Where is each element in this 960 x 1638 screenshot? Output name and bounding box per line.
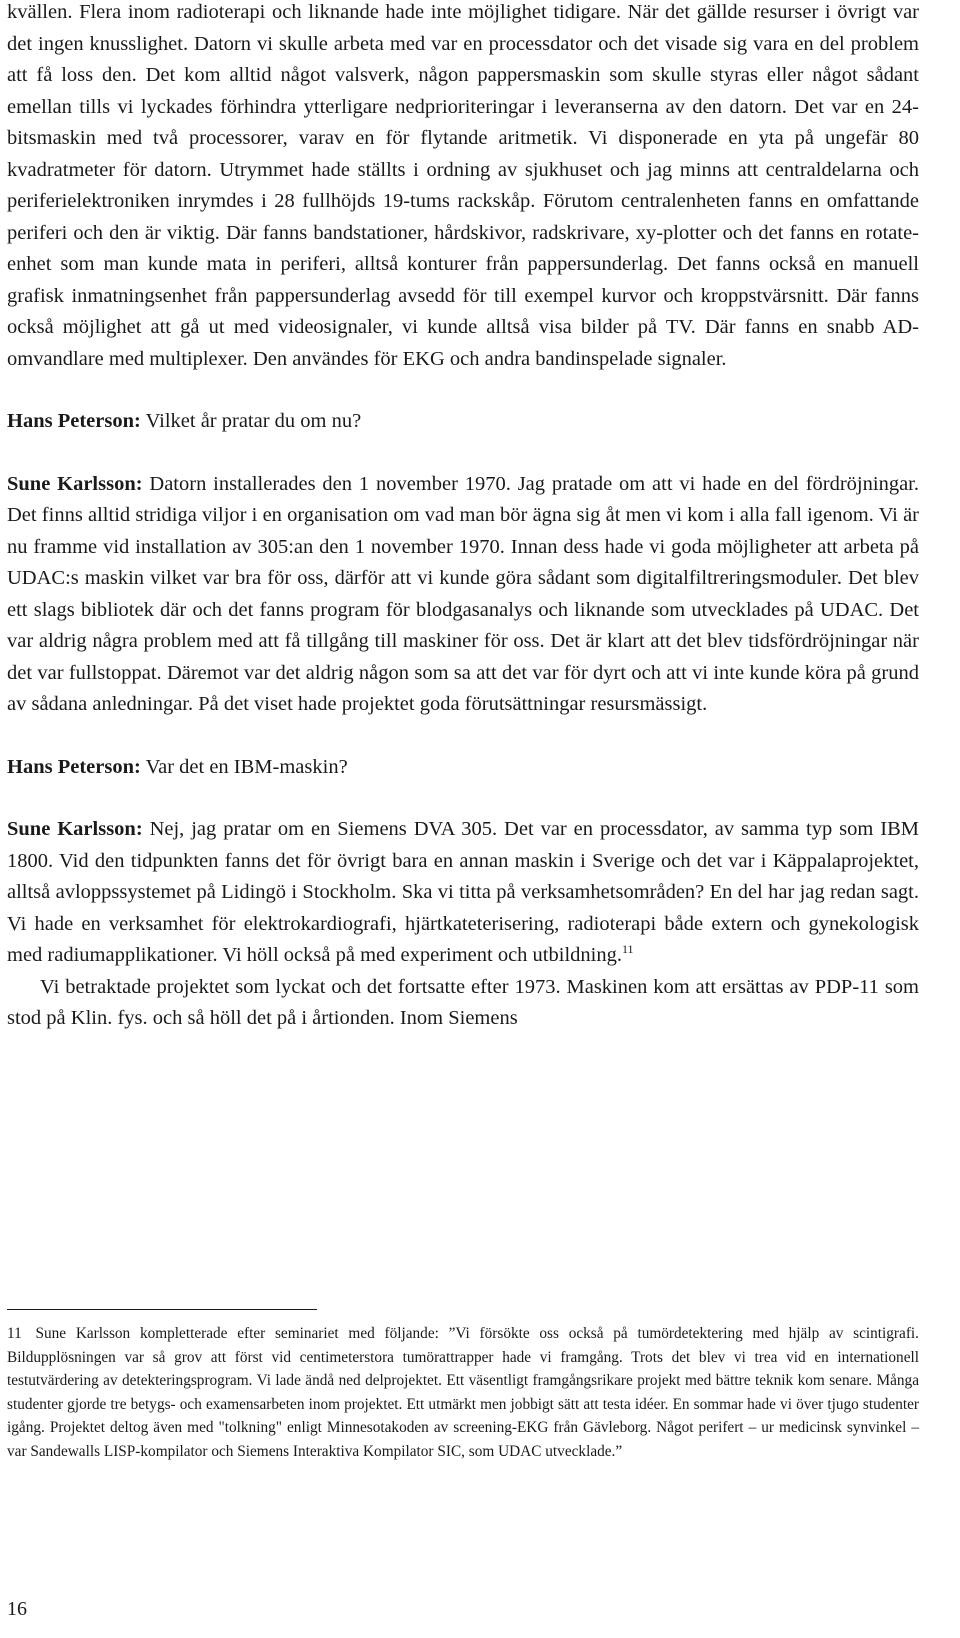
footnote-divider bbox=[7, 1309, 317, 1310]
exchange-paragraph bbox=[7, 814, 919, 972]
speaker-text: Nej, jag pratar om en Siemens DVA 305. Det var en processdator, av samma typ som IBM 1800. Vid den tidpunkten fanns det för övrigt bara en annan maskin i Sverige och det var i Käppalaprojektet, alltså avloppssystemet på Lidingö i Stockholm. Ska vi titta på verksamhetsområden? En del har jag redan sagt. Vi hade en verksamhet för elektrokardiografi, hjärtkateterisering, radioterapi både extern och gynekologisk med radiumapplikationer. Vi höll också på med experiment och utbildning. bbox=[7, 818, 919, 966]
footnote-text: Sune Karlsson kompletterade efter seminariet med följande: ”Vi försökte oss också på tumördetektering med hjälp av scintigrafi. Bildupplösningen var så grov att först vid centimeterstora tumörattrapper hade vi framgång. Trots det blev vi trea vid en internationell testutvärdering av detekteringsprogram. Vi lade ändå ned delprojektet. Ett väsentligt framgångsrikare projekt med bättre teknik kom senare. Många studenter gjorde tre betygs- och examensarbeten inom projektet. Ett utmärkt men jobbigt sätt att testa idéer. En sommar hade vi över tjugo studenter igång. Projektet deltog även med "tolkning" enligt Minnesotakoden av screening-EKG från Gävleborg. Något perifert – ur medicinsk synvinkel – var Sandewalls LISP-kompilator och Siemens Interaktiva Kompilator SIC, som UDAC utvecklade.” bbox=[7, 1325, 919, 1460]
speaker-text: Datorn installerades den 1 november 1970. Jag pratade om att vi hade en del fördröjningar. Det finns alltid stridiga viljor i en organisation om vad man bör ägna sig åt men vi kom i alla fall igenom. Vi är nu framme vid installation av 305:an den 1 november 1970. Innan dess hade vi goda möjligheter att arbeta på UDAC:s maskin vilket var bra för oss, därför att vi kunde göra sådant som digitalfiltreringsmoduler. Det blev ett slags bibliotek där och det fanns program för blodgasanalys och liknande som utvecklades på UDAC. Det var aldrig några problem med att få tillgång till maskiner för oss. Det är klart att det blev tidsfördröjningar när det var fullstoppat. Däremot var det aldrig någon som sa att det var för dyrt och att vi inte kunde köra på grund av sådana anledningar. På det viset hade projektet goda förutsättningar resursmässigt. bbox=[7, 472, 919, 715]
footnote bbox=[7, 1322, 919, 1464]
speaker-name: Hans Peterson: bbox=[7, 410, 141, 432]
intro-paragraph: kvällen. Flera inom radioterapi och liknande hade inte möjlighet tidigare. När det gällde resurser i övrigt var det ingen knusslighet. Datorn vi skulle arbeta med var en processdator och det visade sig vara en del problem att få loss den. Det kom alltid något valsverk, någon pappersmaskin som skulle styras eller något sådant emellan tills vi lyckades förhindra ytterligare nedprioriteringar i leveranserna av den datorn. Det var en 24-bitsmaskin med två processorer, varav en för flytande aritmetik. Vi disponerade en yta på ungefär 80 kvadratmeter för datorn. Utrymmet hade ställts i ordning av sjukhuset och jag minns att centraldelarna och periferielektroniken inrymdes i 28 fullhöjds 19-tums rackskåp. Förutom centralenheten fanns en omfattande periferi och den är viktig. Där fanns bandstationer, hårdskivor, radskrivare, xy-plotter och det fanns en rotate-enhet som man kunde mata in periferi, alltså konturer från pappersunderlag. Det fanns också en manuell grafisk inmatningsenhet från pappersunderlag avsedd för till exempel kurvor och kroppstvärsnitt. Där fanns också möjlighet att gå ut med videosignaler, vi kunde alltså visa bilder på TV. Där fanns en snabb AD-omvandlare med multiplexer. Den användes för EKG och andra bandinspelade signaler. bbox=[7, 1, 919, 370]
exchange-paragraph bbox=[7, 406, 919, 438]
footnote-number: 11 bbox=[7, 1325, 22, 1342]
page-number: 16 bbox=[7, 1598, 27, 1620]
speaker-name: Hans Peterson: bbox=[7, 755, 141, 778]
footnote-reference[interactable]: 11 bbox=[621, 942, 634, 957]
exchange-paragraph bbox=[7, 752, 919, 784]
exchange-paragraph bbox=[7, 469, 919, 721]
closing-paragraph: Vi betraktade projektet som lyckat och det fortsatte efter 1973. Maskinen kom att ersättas av PDP-11 som stod på Klin. fys. och så höll det på i årtionden. Inom Siemens bbox=[7, 975, 919, 1029]
page-body bbox=[7, 0, 919, 1035]
speaker-text: Var det en IBM-maskin? bbox=[140, 755, 348, 778]
speaker-name: Sune Karlsson: bbox=[7, 818, 143, 840]
speaker-name: Sune Karlsson: bbox=[7, 472, 143, 495]
speaker-text: Vilket år pratar du om nu? bbox=[140, 410, 362, 432]
